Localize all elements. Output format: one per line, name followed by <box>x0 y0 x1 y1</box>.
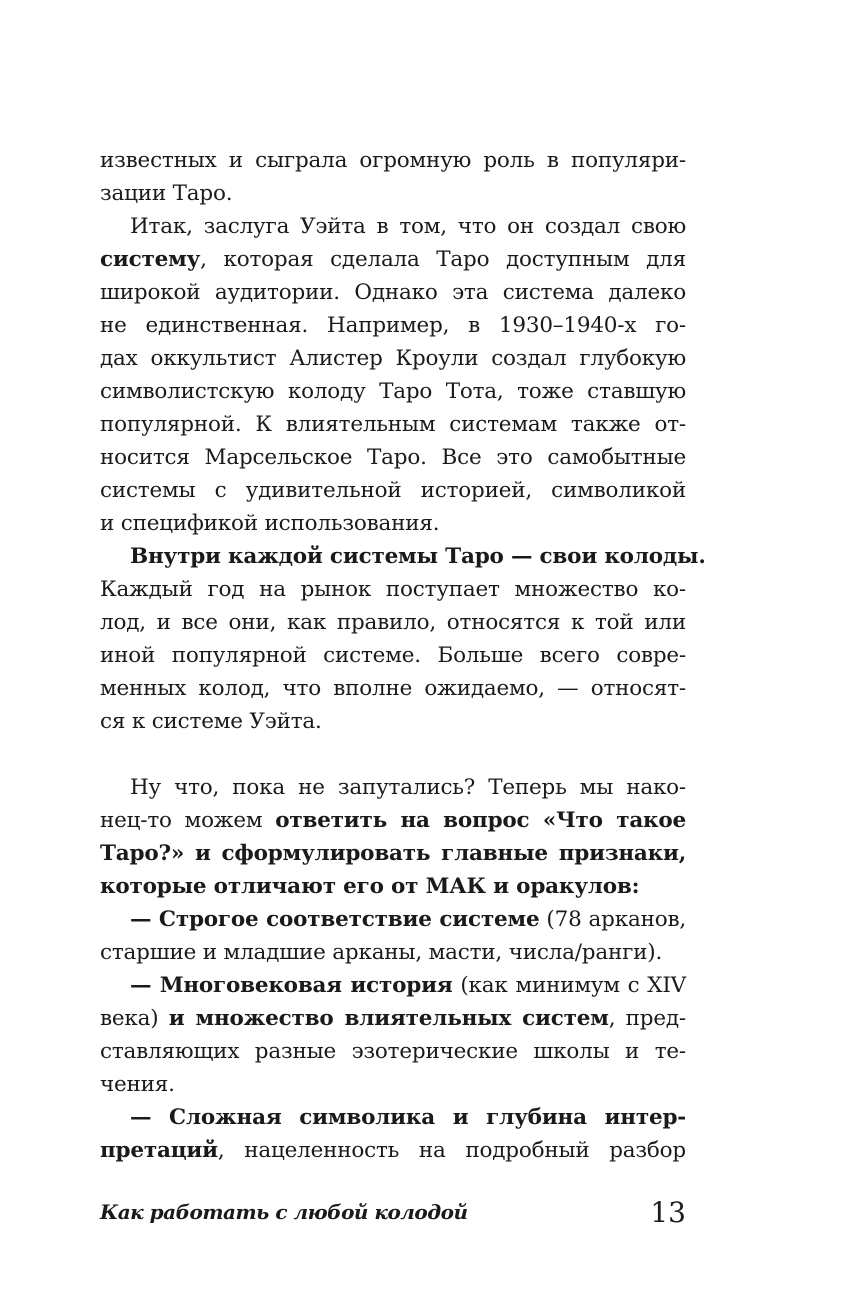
text-line <box>100 870 686 903</box>
text-line: известных и сыграла огромную роль в популяри- <box>100 148 686 173</box>
bold-phrase: Таро?» и сформулировать главные признаки, <box>100 841 686 866</box>
page-footer <box>100 1192 686 1232</box>
list-item-line: ставляющих разные эзотерические школы и те- <box>100 1039 686 1064</box>
text-line: зации Таро. <box>100 181 233 206</box>
list-item-line: старшие и младшие арканы, масти, числа/ранги). <box>100 940 663 965</box>
text-line: ся к системе Уэйта. <box>100 709 322 734</box>
list-item-heading: — Строгое соответствие системе <box>130 907 540 932</box>
text-line: систему, которая сделала Таро доступным для <box>100 247 686 272</box>
bold-sentence: Внутри каждой системы Таро — свои колоды. <box>130 544 706 569</box>
bold-phrase: и множество влиятельных систем <box>168 1006 609 1031</box>
list-item-line: чения. <box>100 1072 175 1097</box>
list-item-line: претаций, нацеленность на подробный разбор <box>100 1138 686 1163</box>
text-line: менных колод, что вполне ожидаемо, — относят- <box>100 676 686 701</box>
text-line <box>100 837 686 870</box>
bold-term: систему <box>100 247 201 272</box>
page-number: 13 <box>650 1195 686 1229</box>
text-line: популярной. К влиятельным системам также от- <box>100 412 686 437</box>
text-line: Ну что, пока не запутались? Теперь мы нако- <box>130 775 686 800</box>
list-item-heading: — Многовековая история <box>130 973 453 998</box>
list-item-line: — Многовековая история (как минимум с XIV <box>130 973 686 998</box>
running-title: Как работать с любой колодой <box>100 1200 468 1224</box>
text-line: Каждый год на рынок поступает множество ко- <box>100 577 686 602</box>
text-line <box>100 540 706 573</box>
bold-phrase: ответить на вопрос «Что такое <box>275 808 686 833</box>
text-line: носится Марсельское Таро. Все это самобытные <box>100 445 686 470</box>
bold-phrase: которые отличают его от МАК и оракулов: <box>100 874 640 899</box>
text-line: системы с удивительной историей, символикой <box>100 478 686 503</box>
bold-phrase: претаций <box>100 1138 218 1163</box>
text-line: Итак, заслуга Уэйта в том, что он создал свою <box>130 214 686 239</box>
text-line: символистскую колоду Таро Тота, тоже ставшую <box>100 379 686 404</box>
text-line: нец-то можем ответить на вопрос «Что такое <box>100 808 686 833</box>
list-item-line <box>100 1101 686 1134</box>
text-line: широкой аудитории. Однако эта система далеко <box>100 280 686 305</box>
text-line: дах оккультист Алистер Кроули создал глубокую <box>100 346 686 371</box>
text-line: лод, и все они, как правило, относятся к той или <box>100 610 686 635</box>
list-item-heading: — Сложная символика и глубина интер- <box>130 1105 686 1130</box>
text-line: не единственная. Например, в 1930–1940-х го- <box>100 313 686 338</box>
page-body <box>100 144 706 1167</box>
section-gap <box>100 738 686 771</box>
list-item-line: — Строгое соответствие системе (78 арканов, <box>130 907 687 932</box>
list-item-line: века) и множество влиятельных систем, пред- <box>100 1006 686 1031</box>
text-line: иной популярной системе. Больше всего совре- <box>100 643 686 668</box>
text-line: и спецификой использования. <box>100 511 440 536</box>
